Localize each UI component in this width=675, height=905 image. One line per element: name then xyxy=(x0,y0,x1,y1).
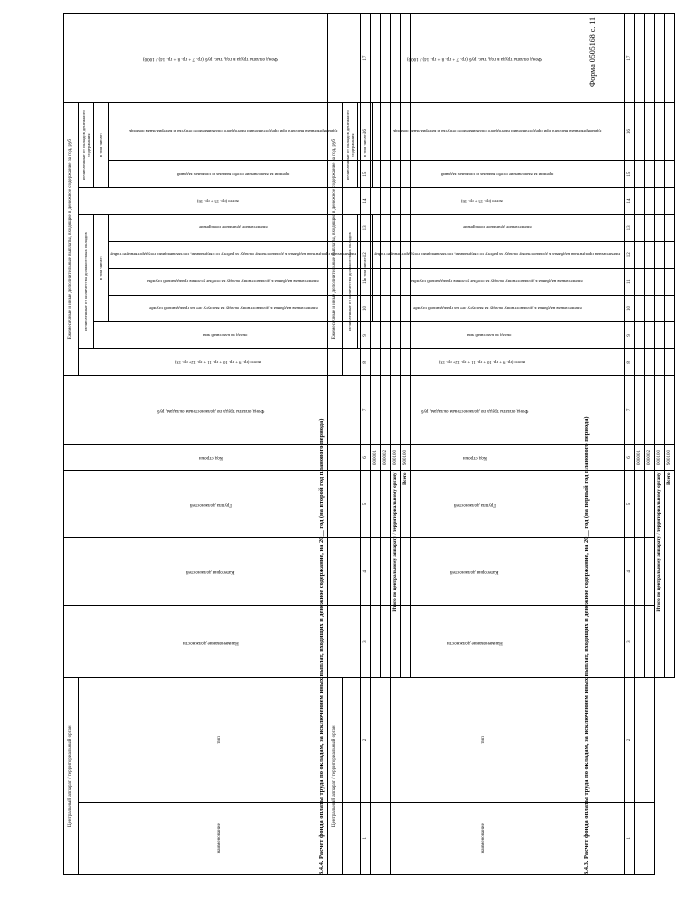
input-cell[interactable] xyxy=(380,537,390,605)
col-number: 12 xyxy=(360,241,370,268)
header-leave: единовременная выплата при предоставлении ежегодного оплачиваемого отпуска и материальная помощь xyxy=(392,129,602,135)
input-cell[interactable] xyxy=(380,349,390,376)
header-bonus: ежемесячное денежное поощрение xyxy=(462,225,532,231)
header-fund-salary: Фонд оплаты труда по должностным окладам, руб xyxy=(420,407,529,413)
col-number: 6 xyxy=(624,444,634,471)
header-bonus: ежемесячное денежное поощрение xyxy=(198,225,268,231)
input-cell[interactable] xyxy=(644,322,654,349)
input-cell[interactable] xyxy=(400,188,410,215)
input-cell[interactable] xyxy=(644,14,654,103)
input-cell[interactable] xyxy=(400,268,410,295)
input-cell[interactable] xyxy=(634,295,644,322)
col-number: 12 xyxy=(624,241,634,268)
header-by-count: исчисленные от количества должностных окладов xyxy=(79,214,94,348)
col-number: 5 xyxy=(360,471,370,537)
col-number: 10 xyxy=(360,295,370,322)
input-cell[interactable] xyxy=(370,188,380,215)
row-code: 000001 xyxy=(370,444,380,471)
input-cell[interactable] xyxy=(390,188,400,215)
header-seniority: ежемесячная надбавка к должностному окладу за выслугу лет на гражданской службе xyxy=(148,306,318,312)
input-cell[interactable] xyxy=(380,322,390,349)
input-cell[interactable] xyxy=(400,161,410,188)
input-cell[interactable] xyxy=(644,161,654,188)
col-number: 1 xyxy=(624,802,634,874)
input-cell[interactable] xyxy=(370,605,380,677)
table-row xyxy=(370,14,380,875)
input-cell[interactable] xyxy=(634,14,644,103)
header-org: Центральный аппарат / территориальный орган xyxy=(328,678,343,875)
input-cell[interactable] xyxy=(634,349,644,376)
total-row xyxy=(390,14,400,875)
col-number: 4 xyxy=(624,537,634,605)
input-cell[interactable] xyxy=(654,322,664,349)
col-number: 17 xyxy=(360,14,370,103)
header-special: ежемесячная надбавка к должностному окладу за особые условия гражданской службы xyxy=(147,279,319,285)
header-category: Категория должностей xyxy=(450,569,499,575)
input-cell[interactable] xyxy=(644,471,654,537)
col-number: 9 xyxy=(624,322,634,349)
header-monthly: Ежемесячные и иные дополнительные выплаты, входящие в денежное содержание за год, руб xyxy=(64,103,79,376)
input-cell[interactable] xyxy=(400,349,410,376)
input-cell[interactable] xyxy=(634,188,644,215)
header-total-b: всего (гр. 15 + гр. 16) xyxy=(461,198,503,204)
input-cell[interactable] xyxy=(370,103,380,161)
input-cell[interactable] xyxy=(380,241,390,268)
input-cell[interactable] xyxy=(644,349,654,376)
section2-table xyxy=(63,13,411,875)
input-cell[interactable] xyxy=(400,322,410,349)
input-cell[interactable] xyxy=(380,605,390,677)
input-cell[interactable] xyxy=(644,295,654,322)
col-number: 14 xyxy=(360,188,370,215)
input-cell[interactable] xyxy=(370,322,380,349)
input-cell[interactable] xyxy=(654,14,664,103)
input-cell[interactable] xyxy=(400,214,410,241)
input-cell[interactable] xyxy=(664,268,674,295)
input-cell[interactable] xyxy=(370,214,380,241)
input-cell[interactable] xyxy=(380,188,390,215)
header-group: Группа должностей xyxy=(189,501,232,507)
input-cell[interactable] xyxy=(380,268,390,295)
input-cell[interactable] xyxy=(390,295,400,322)
col-number: 15 xyxy=(360,161,370,188)
input-cell[interactable] xyxy=(370,349,380,376)
input-cell[interactable] xyxy=(390,14,400,103)
input-cell[interactable] xyxy=(644,605,654,677)
input-cell[interactable] xyxy=(634,241,644,268)
name-cell[interactable] xyxy=(370,802,390,874)
total-central-label: Итого по центральному аппарату / территориальному органу xyxy=(390,471,400,678)
col-number: 7 xyxy=(360,376,370,444)
header-by-salary: исчисленные от окладов денежного содержания xyxy=(343,103,358,188)
input-cell[interactable] xyxy=(390,376,400,444)
input-cell[interactable] xyxy=(664,322,674,349)
header-name: наименование xyxy=(343,802,625,874)
row-code: 000100 xyxy=(390,444,400,471)
input-cell[interactable] xyxy=(400,241,410,268)
input-cell[interactable] xyxy=(664,349,674,376)
header-by-salary: исчисленные от окладов денежного содержания xyxy=(79,103,94,188)
input-cell[interactable] xyxy=(380,161,390,188)
input-cell[interactable] xyxy=(654,349,664,376)
input-cell[interactable] xyxy=(634,376,644,444)
header-total-a: всего (гр. 9 + гр. 10 + гр. 11 + гр. 12+ гр. 13) xyxy=(439,359,526,365)
type-cell[interactable] xyxy=(370,678,390,802)
input-cell[interactable] xyxy=(654,268,664,295)
col-number: 17 xyxy=(624,14,634,103)
input-cell[interactable] xyxy=(634,537,644,605)
input-cell[interactable] xyxy=(380,295,390,322)
input-cell[interactable] xyxy=(664,214,674,241)
input-cell[interactable] xyxy=(370,241,380,268)
header-incl-2: в том числе: xyxy=(94,103,109,188)
header-type: тип xyxy=(79,678,361,802)
header-code: Код строки xyxy=(198,455,223,461)
col-number: 2 xyxy=(624,678,634,802)
header-total-b: всего (гр. 15 + гр. 16) xyxy=(197,198,239,204)
col-number: 8 xyxy=(624,349,634,376)
row-code: 900100 xyxy=(664,444,674,471)
col-number: 8 xyxy=(360,349,370,376)
header-position: Наименование должности xyxy=(182,639,239,645)
all-label: Всего xyxy=(400,471,410,678)
col-number: 3 xyxy=(360,605,370,677)
header-incl: в том числе: xyxy=(94,214,109,322)
input-cell[interactable] xyxy=(654,188,664,215)
row-code: 000002 xyxy=(644,444,654,471)
header-incl-2: в том числе: xyxy=(358,103,373,188)
input-cell[interactable] xyxy=(380,103,390,161)
section1-title: 3.4.3. Расчет фонда оплаты труда по окладам, за исключением иных выплат, входящих в денежное содержание, на 20__ год (на первый год планового периода) xyxy=(583,416,590,875)
name-cell[interactable] xyxy=(634,802,654,874)
header-premium: премии за выполнение особо важных и сложных заданий xyxy=(176,171,290,177)
header-type: тип xyxy=(343,678,625,802)
col-number: 10 xyxy=(624,295,634,322)
input-cell[interactable] xyxy=(654,241,664,268)
header-by-count: исчисленные от количества должностных окладов xyxy=(343,214,358,348)
header-secret: ежемесячная процентная надбавка к должностному окладу за работу со сведениями, составляющими государственную тайну xyxy=(374,252,621,258)
input-cell[interactable] xyxy=(370,471,380,537)
input-cell[interactable] xyxy=(370,268,380,295)
input-cell[interactable] xyxy=(644,376,654,444)
header-code: Код строки xyxy=(462,455,487,461)
header-premium: премии за выполнение особо важных и сложных заданий xyxy=(440,171,554,177)
header-monthly: Ежемесячные и иные дополнительные выплаты, входящие в денежное содержание за год, руб xyxy=(328,103,343,376)
input-cell[interactable] xyxy=(400,376,410,444)
input-cell[interactable] xyxy=(664,295,674,322)
input-cell[interactable] xyxy=(400,14,410,103)
input-cell[interactable] xyxy=(654,295,664,322)
input-cell[interactable] xyxy=(370,14,380,103)
col-number: 16 xyxy=(624,103,634,161)
col-number: 11 xyxy=(360,268,370,295)
table-row xyxy=(634,14,644,875)
input-cell[interactable] xyxy=(634,605,644,677)
header-total-a: всего (гр. 9 + гр. 10 + гр. 11 + гр. 12+ гр. 13) xyxy=(175,359,262,365)
header-special: ежемесячная надбавка к должностному окладу за особые условия гражданской службы xyxy=(411,279,583,285)
input-cell[interactable] xyxy=(390,349,400,376)
input-cell[interactable] xyxy=(370,161,380,188)
total-central-label: Итого по центральному аппарату / территориальному органу xyxy=(654,471,664,678)
input-cell[interactable] xyxy=(390,103,400,161)
input-cell[interactable] xyxy=(644,268,654,295)
header-org: Центральный аппарат / территориальный орган xyxy=(64,678,79,875)
col-number: 15 xyxy=(624,161,634,188)
input-cell[interactable] xyxy=(370,295,380,322)
header-fund-total: Фонд оплаты труда в год, тыс. руб (гр. 7 + гр. 8 + гр. 14) / 1000) xyxy=(407,55,543,61)
input-cell[interactable] xyxy=(370,537,380,605)
grand-total-row xyxy=(664,14,674,875)
grand-total-row xyxy=(400,14,410,875)
input-cell[interactable] xyxy=(400,103,410,161)
input-cell[interactable] xyxy=(664,161,674,188)
input-cell[interactable] xyxy=(634,103,644,161)
section2-title: 3.4.4. Расчет фонда оплаты труда по окладам, за исключением иных выплат, входящих в денежное содержание, на 20__ год (на второй год планового периода) xyxy=(318,418,325,875)
header-rank: оклад за классный чин xyxy=(203,333,248,339)
col-number: 9 xyxy=(360,322,370,349)
header-group: Группа должностей xyxy=(453,501,496,507)
input-cell[interactable] xyxy=(390,241,400,268)
input-cell[interactable] xyxy=(644,241,654,268)
input-cell[interactable] xyxy=(644,103,654,161)
input-cell[interactable] xyxy=(654,103,664,161)
header-category: Категория должностей xyxy=(186,569,235,575)
col-number: 14 xyxy=(624,188,634,215)
input-cell[interactable] xyxy=(664,14,674,103)
input-cell[interactable] xyxy=(644,214,654,241)
header-secret: ежемесячная процентная надбавка к должностному окладу за работу со сведениями, составляющими государственную тайну xyxy=(110,252,357,258)
input-cell[interactable] xyxy=(634,161,644,188)
input-cell[interactable] xyxy=(654,376,664,444)
input-cell[interactable] xyxy=(380,214,390,241)
header-leave: единовременная выплата при предоставлении ежегодного оплачиваемого отпуска и материальная помощь xyxy=(128,129,338,135)
header-name: наименование xyxy=(79,802,361,874)
input-cell[interactable] xyxy=(634,214,644,241)
input-cell[interactable] xyxy=(380,471,390,537)
form-number: Форма 0505168 с. 11 xyxy=(588,17,597,88)
input-cell[interactable] xyxy=(634,322,644,349)
input-cell[interactable] xyxy=(644,188,654,215)
input-cell[interactable] xyxy=(664,241,674,268)
col-number: 2 xyxy=(360,678,370,802)
input-cell[interactable] xyxy=(390,214,400,241)
header-fund-salary: Фонд оплаты труда по должностным окладам, руб xyxy=(156,407,265,413)
input-cell[interactable] xyxy=(380,376,390,444)
all-label: Всего xyxy=(664,471,674,678)
col-number: 16 xyxy=(360,103,370,161)
col-number: 7 xyxy=(624,376,634,444)
input-cell[interactable] xyxy=(664,376,674,444)
total-row xyxy=(654,14,664,875)
input-cell[interactable] xyxy=(654,214,664,241)
input-cell[interactable] xyxy=(390,322,400,349)
header-position: Наименование должности xyxy=(446,639,503,645)
header-seniority: ежемесячная надбавка к должностному окладу за выслугу лет на гражданской службе xyxy=(412,306,582,312)
input-cell[interactable] xyxy=(664,188,674,215)
col-number: 6 xyxy=(360,444,370,471)
row-code: 000100 xyxy=(654,444,664,471)
col-number: 5 xyxy=(624,471,634,537)
input-cell[interactable] xyxy=(634,268,644,295)
row-code: 000002 xyxy=(380,444,390,471)
input-cell[interactable] xyxy=(390,268,400,295)
row-code: 000001 xyxy=(634,444,644,471)
input-cell[interactable] xyxy=(390,161,400,188)
col-number: 1 xyxy=(360,802,370,874)
col-number: 4 xyxy=(360,537,370,605)
input-cell[interactable] xyxy=(380,14,390,103)
input-cell[interactable] xyxy=(654,161,664,188)
input-cell[interactable] xyxy=(400,295,410,322)
col-number: 3 xyxy=(624,605,634,677)
header-incl: в том числе: xyxy=(358,214,373,322)
input-cell[interactable] xyxy=(634,471,644,537)
header-rank: оклад за классный чин xyxy=(467,333,512,339)
header-fund-total: Фонд оплаты труда в год, тыс. руб (гр. 7 + гр. 8 + гр. 14) / 1000) xyxy=(143,55,279,61)
col-number: 11 xyxy=(624,268,634,295)
type-cell[interactable] xyxy=(634,678,654,802)
input-cell[interactable] xyxy=(664,103,674,161)
row-code: 900100 xyxy=(400,444,410,471)
col-number: 13 xyxy=(360,214,370,241)
input-cell[interactable] xyxy=(644,537,654,605)
input-cell[interactable] xyxy=(370,376,380,444)
col-number: 13 xyxy=(624,214,634,241)
